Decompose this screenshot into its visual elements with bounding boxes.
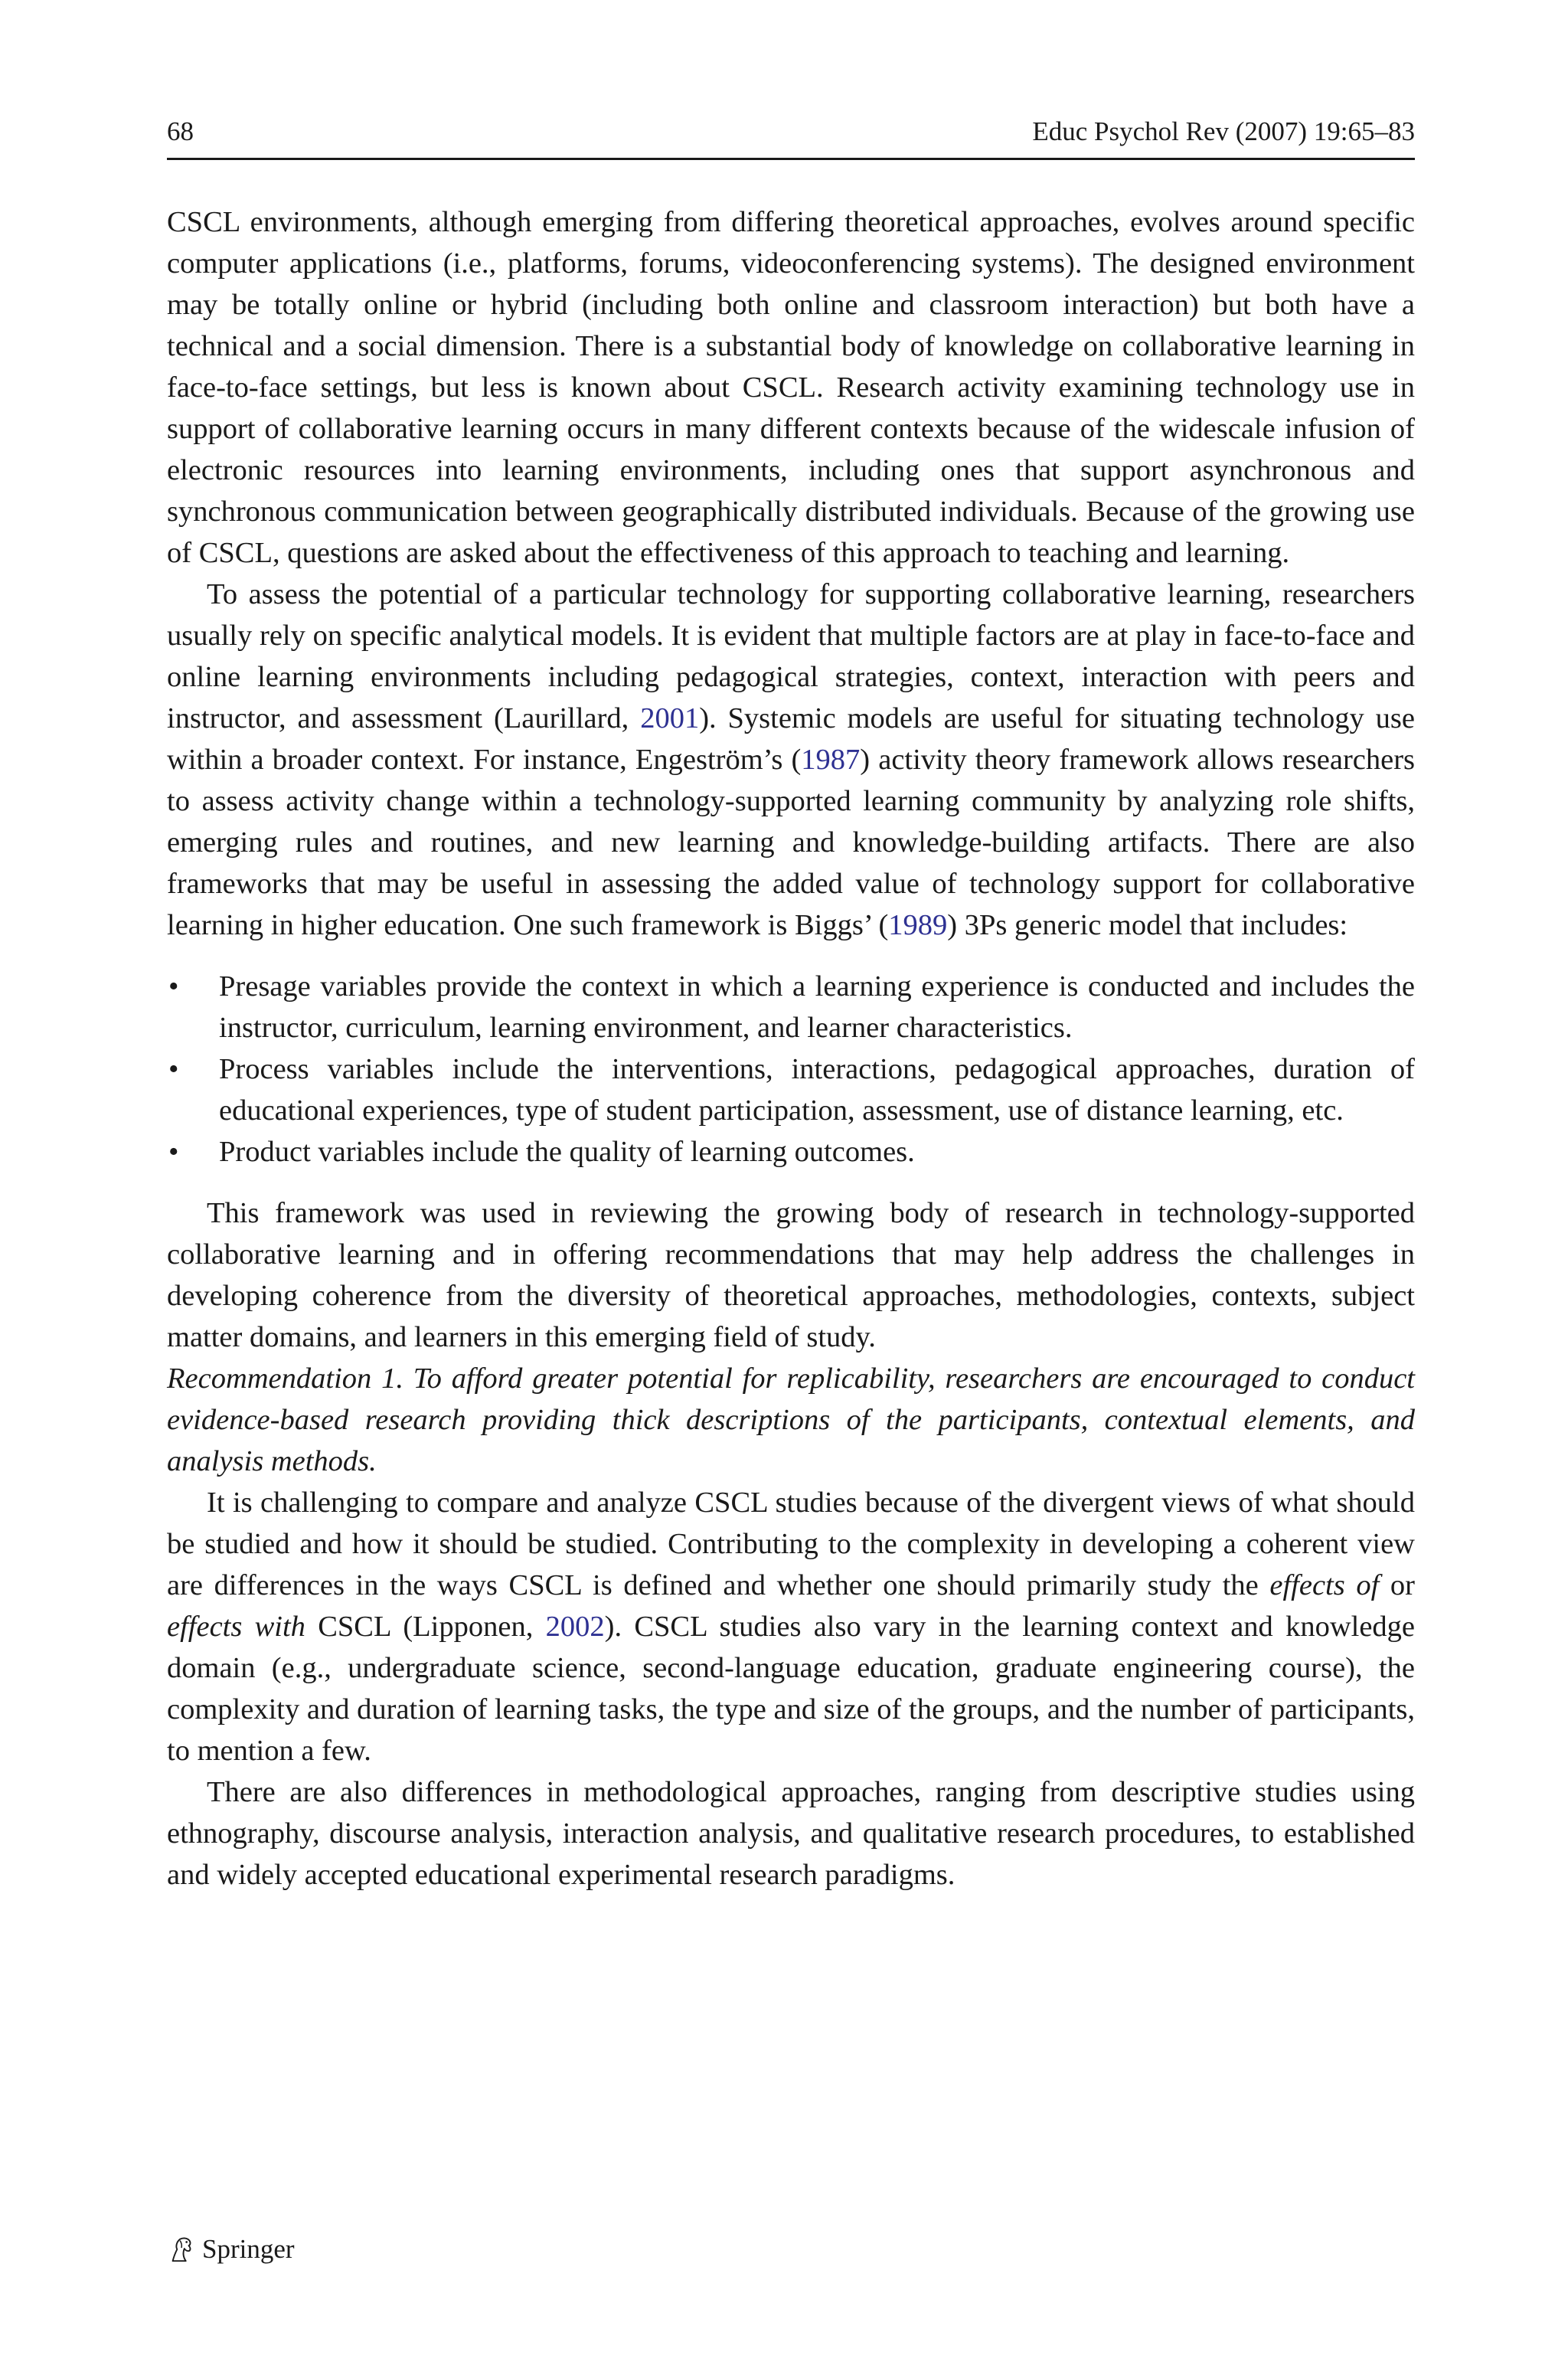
running-head	[167, 115, 1415, 160]
bullet-icon: •	[168, 1053, 179, 1085]
list-item	[167, 1131, 1415, 1173]
paragraph-methodological-approaches: There are also differences in methodological approaches, ranging from descriptive studies using ethnography, discourse analysis, interaction analysis, and qualitative research procedures, to established and widely accepted educational experimental research paradigms.	[167, 1776, 1415, 1891]
page-number: 68	[167, 116, 194, 146]
publisher-footer	[167, 2230, 295, 2268]
publisher-name: Springer	[202, 2234, 295, 2264]
bullet-icon: •	[168, 970, 179, 1003]
citation-link-engestrom-1987[interactable]: 1987	[801, 744, 861, 776]
recommendation-1: Recommendation 1. To afford greater potential for replicability, researchers are encouraged to conduct evidence-based research providing thick descriptions of the participants, contextual elements, and analysis methods.	[167, 1362, 1415, 1477]
bullet-list-3ps-model	[167, 966, 1415, 1173]
list-item-text: Product variables include the quality of learning outcomes.	[219, 1136, 915, 1168]
emphasis-effects-of: effects of	[1269, 1569, 1380, 1601]
citation-link-laurillard-2001[interactable]: 2001	[640, 702, 700, 734]
paragraph-text: ) 3Ps generic model that includes:	[947, 909, 1348, 941]
paragraph-framework-review: This framework was used in reviewing the growing body of research in technology-supported collaborative learning and in offering recommendations that may help address the challenges in developing coherence from the diversity of theoretical approaches, methodologies, contexts, subject matter domains, and learners in this emerging field of study.	[167, 1197, 1415, 1353]
citation-link-lipponen-2002[interactable]: 2002	[545, 1611, 605, 1643]
list-item	[167, 966, 1415, 1048]
paragraph-text: CSCL (Lipponen,	[305, 1611, 546, 1643]
paragraph-text: ). CSCL studies also vary in the learning context and knowledge domain (e.g., undergraduate science, second-language education, graduate engineering course), the complexity and duration of learning tasks, the type and size of the groups, and the number of participants, to mention a few.	[167, 1611, 1415, 1767]
list-item-text: Process variables include the interventions, interactions, pedagogical approaches, duration of educational experiences, type of student participation, assessment, use of distance learning, etc.	[219, 1053, 1415, 1127]
paragraph-text: It is challenging to compare and analyze CSCL studies because of the divergent views of what should be studied and how it should be studied. Contributing to the complexity in developing a coherent view are differences in the ways CSCL is defined and whether one should primarily study the	[167, 1487, 1415, 1601]
list-item-text: Presage variables provide the context in which a learning experience is conducted and includes the instructor, curriculum, learning environment, and learner characteristics.	[219, 970, 1415, 1044]
paragraph-text: ). Systemic models are useful for situating technology use within a broader context. For instance, Engeström’s (	[167, 702, 1416, 776]
springer-horse-icon	[167, 2234, 196, 2265]
list-item	[167, 1048, 1415, 1131]
bullet-icon: •	[168, 1136, 179, 1168]
paragraph-text: To assess the potential of a particular technology for supporting collaborative learning, researchers usually rely on specific analytical models. It is evident that multiple factors are at play in face-to-face and online learning environments including pedagogical strategies, context, interaction with peers and instructor, and assessment (Laurillard,	[167, 578, 1415, 734]
paragraph-text: or	[1379, 1569, 1415, 1601]
emphasis-effects-with: effects with	[167, 1611, 305, 1643]
paragraph-text: ) activity theory framework allows researchers to assess activity change within a technology-supported learning community by analyzing role shifts, emerging rules and routines, and new learning and knowledge-building artifacts. There are also frameworks that may be useful in assessing the added value of technology support for collaborative learning in higher education. One such framework is Biggs’ (	[167, 744, 1415, 941]
journal-reference: Educ Psychol Rev (2007) 19:65–83	[1032, 116, 1415, 146]
article-body	[167, 201, 1415, 1896]
paragraph-cscl-environments: CSCL environments, although emerging from differing theoretical approaches, evolves around specific computer applications (i.e., platforms, forums, videoconferencing systems). The designed environment may be totally online or hybrid (including both online and classroom interaction) but both have a technical and a social dimension. There is a substantial body of knowledge on collaborative learning in face-to-face settings, but less is known about CSCL. Research activity examining technology use in support of collaborative learning occurs in many different contexts because of the widescale infusion of electronic resources into learning environments, including ones that support asynchronous and synchronous communication between geographically distributed individuals. Because of the growing use of CSCL, questions are asked about the effectiveness of this approach to teaching and learning.	[167, 206, 1415, 569]
paragraph-compare-cscl-studies	[167, 1482, 1415, 1771]
paragraph-analytical-models	[167, 574, 1415, 946]
citation-link-biggs-1989[interactable]: 1989	[888, 909, 948, 941]
